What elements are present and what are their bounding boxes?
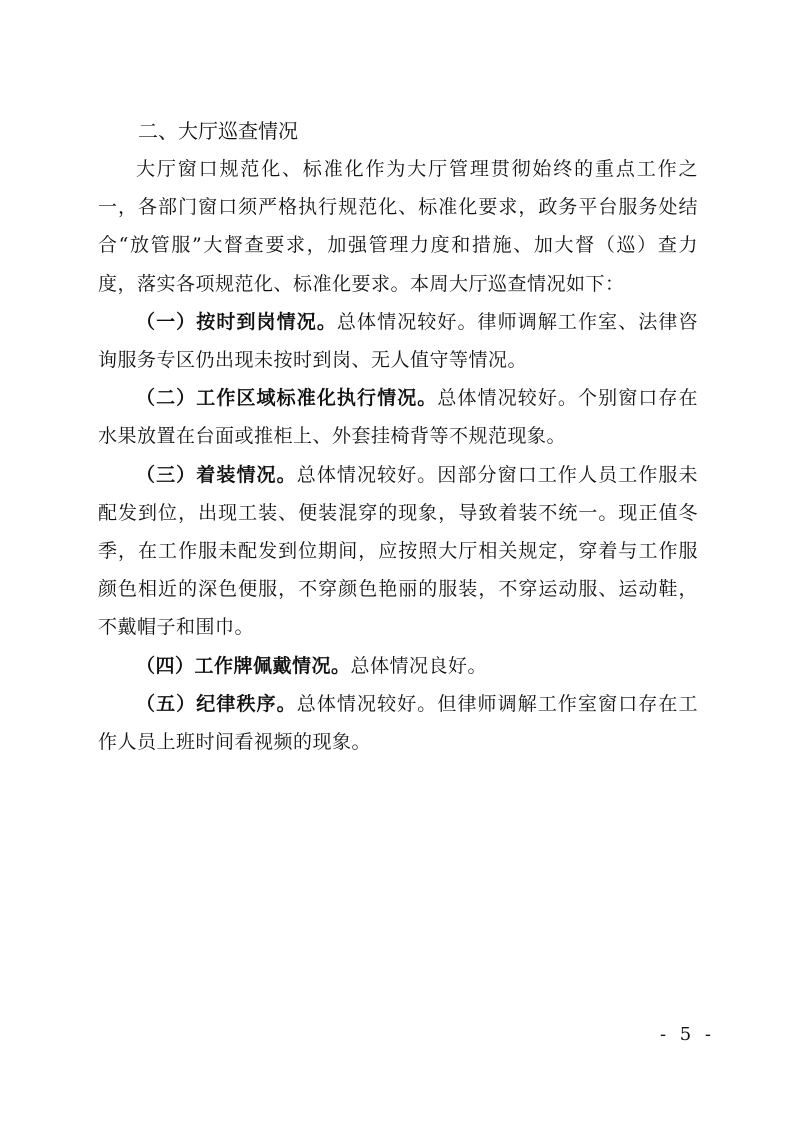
item-lead-4: （四）工作牌佩戴情况。	[136, 654, 351, 677]
item-text-2: 总体情况较好。个别窗口存在水果放置在台面或推柜上、外套挂椅背等不规范现象。	[98, 387, 698, 448]
item-paragraph-3	[98, 456, 698, 647]
item-lead-2: （二）工作区域标准化执行情况。	[136, 387, 438, 410]
item-paragraph-5	[98, 685, 698, 761]
item-text-1: 总体情况较好。律师调解工作室、法律咨询服务专区仍出现未按时到岗、无人值守等情况。	[98, 310, 698, 372]
item-paragraph-2	[98, 379, 698, 455]
item-paragraph-4	[98, 647, 698, 685]
item-lead-3: （三）着装情况。	[136, 463, 297, 486]
item-text-3: 总体情况较好。因部分窗口工作人员工作服未配发到位，出现工装、便装混穿的现象，导致着装不统一。现正值冬季，在工作服未配发到位期间，应按照大厅相关规定，穿着与工作服颜色相近的深色便服，不穿颜色艳丽的服装，不穿运动服、运动鞋，不戴帽子和围巾。	[98, 463, 698, 639]
item-text-5: 总体情况较好。但律师调解工作室窗口存在工作人员上班时间看视频的现象。	[98, 692, 698, 754]
document-body	[98, 112, 698, 761]
item-paragraph-1	[98, 303, 698, 379]
item-lead-1: （一）按时到岗情况。	[136, 310, 337, 333]
section-heading: 二、大厅巡查情况	[138, 119, 298, 143]
page-number: - 5 -	[659, 1024, 715, 1045]
item-lead-5: （五）纪律秩序。	[136, 692, 297, 715]
intro-paragraph: 大厅窗口规范化、标准化作为大厅管理贯彻始终的重点工作之一，各部门窗口须严格执行规范化、标准化要求，政务平台服务处结合“放管服”大督查要求，加强管理力度和措施、加大督（巡）查力度，落实各项规范化、标准化要求。本周大厅巡查情况如下：	[98, 158, 698, 295]
item-text-4: 总体情况良好。	[350, 654, 488, 677]
